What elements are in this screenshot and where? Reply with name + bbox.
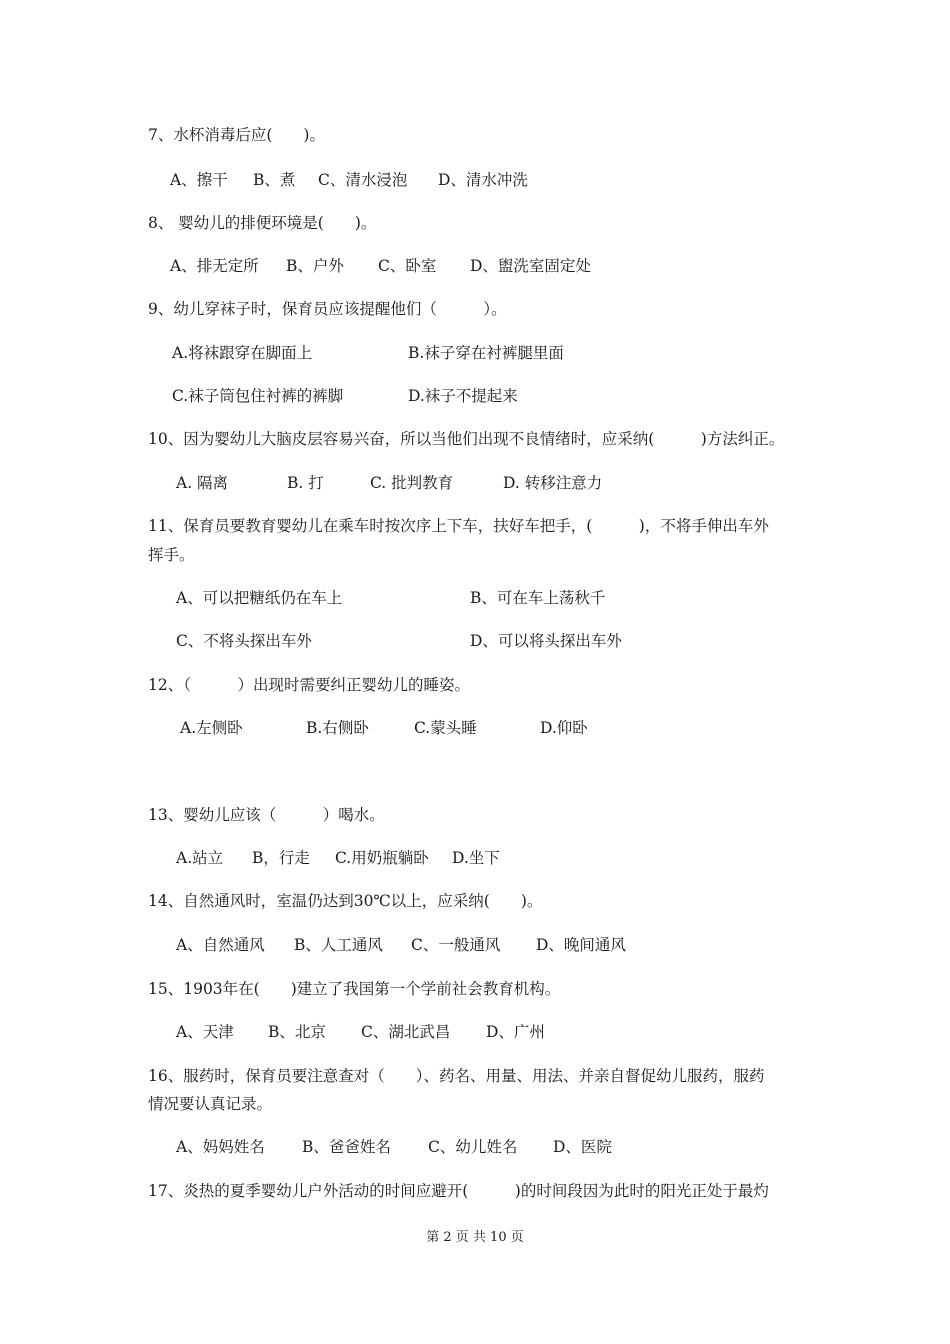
option-b: B. 打 (287, 474, 324, 492)
option-c: C. 批判教育 (370, 474, 454, 492)
page-number: 第 2 页 共 10 页 (426, 1230, 524, 1245)
option-d: D、广州 (486, 1023, 545, 1041)
option-b: B.右侧卧 (306, 719, 369, 737)
option-a: A、排无定所 (170, 257, 259, 275)
option-b: B、户外 (286, 257, 344, 275)
option-d: D、清水冲洗 (438, 171, 528, 189)
question-11-stem-line1: 11、保育员要教育婴幼儿在乘车时按次序上下车，扶好车把手，( )，不将手伸出车外 (148, 517, 769, 535)
question-11-stem-line2: 挥手。 (148, 546, 195, 564)
question-14-stem: 14、自然通风时，室温仍达到30℃以上，应采纳( )。 (148, 892, 543, 910)
option-d: D、晚间通风 (536, 936, 626, 954)
option-b: B、煮 (253, 171, 296, 189)
option-d: D.坐下 (452, 849, 500, 867)
option-d: D.袜子不提起来 (408, 387, 518, 405)
option-a: A、擦干 (170, 171, 228, 189)
option-c: C.袜子筒包住衬裤的裤脚 (172, 387, 344, 405)
option-c: C、一般通风 (411, 936, 501, 954)
option-a: A.左侧卧 (180, 719, 243, 737)
question-9-stem: 9、幼儿穿袜子时，保育员应该提醒他们（ ）。 (148, 300, 507, 318)
question-15-stem: 15、1903年在( )建立了我国第一个学前社会教育机构。 (148, 980, 561, 998)
question-17-stem: 17、炎热的夏季婴幼儿户外活动的时间应避开( )的时间段因为此时的阳光正处于最灼 (148, 1182, 769, 1200)
option-c: C、湖北武昌 (361, 1023, 451, 1041)
option-a: A、妈妈姓名 (176, 1138, 265, 1156)
option-b: B、人工通风 (294, 936, 383, 954)
question-8-stem: 8、 婴幼儿的排便环境是( )。 (148, 214, 377, 232)
option-c: C、清水浸泡 (318, 171, 408, 189)
option-d: D、可以将头探出车外 (470, 632, 622, 650)
option-a: A、自然通风 (176, 936, 265, 954)
question-10-stem: 10、因为婴幼儿大脑皮层容易兴奋，所以当他们出现不良情绪时，应采纳( )方法纠正。 (148, 430, 785, 448)
question-12-stem: 12、（ ）出现时需要纠正婴幼儿的睡姿。 (148, 676, 470, 694)
option-b: B，行走 (252, 849, 310, 867)
option-d: D、医院 (553, 1138, 612, 1156)
option-c: C.用奶瓶躺卧 (335, 849, 429, 867)
option-a: A、可以把糖纸仍在车上 (176, 589, 343, 607)
option-b: B.袜子穿在衬裤腿里面 (408, 344, 564, 362)
option-a: A. 隔离 (176, 474, 229, 492)
option-b: B、爸爸姓名 (302, 1138, 391, 1156)
option-b: B、可在车上荡秋千 (470, 589, 606, 607)
option-b: B、北京 (268, 1023, 326, 1041)
question-16-stem-line1: 16、服药时，保育员要注意查对（ ）、药名、用量、用法、并亲自督促幼儿服药，服药 (148, 1067, 765, 1085)
question-16-stem-line2: 情况要认真记录。 (148, 1095, 273, 1113)
option-a: A.将袜跟穿在脚面上 (172, 344, 313, 362)
option-c: C、不将头探出车外 (176, 632, 312, 650)
option-d: D. 转移注意力 (503, 474, 603, 492)
option-c: C、卧室 (378, 257, 437, 275)
question-7-stem: 7、水杯消毒后应( )。 (148, 126, 325, 144)
option-c: C、幼儿姓名 (428, 1138, 518, 1156)
option-d: D.仰卧 (540, 719, 588, 737)
option-c: C.蒙头睡 (414, 719, 477, 737)
question-13-stem: 13、婴幼儿应该（ ）喝水。 (148, 806, 385, 824)
option-a: A、天津 (176, 1023, 234, 1041)
option-a: A.站立 (176, 849, 224, 867)
option-d: D、盥洗室固定处 (470, 257, 591, 275)
